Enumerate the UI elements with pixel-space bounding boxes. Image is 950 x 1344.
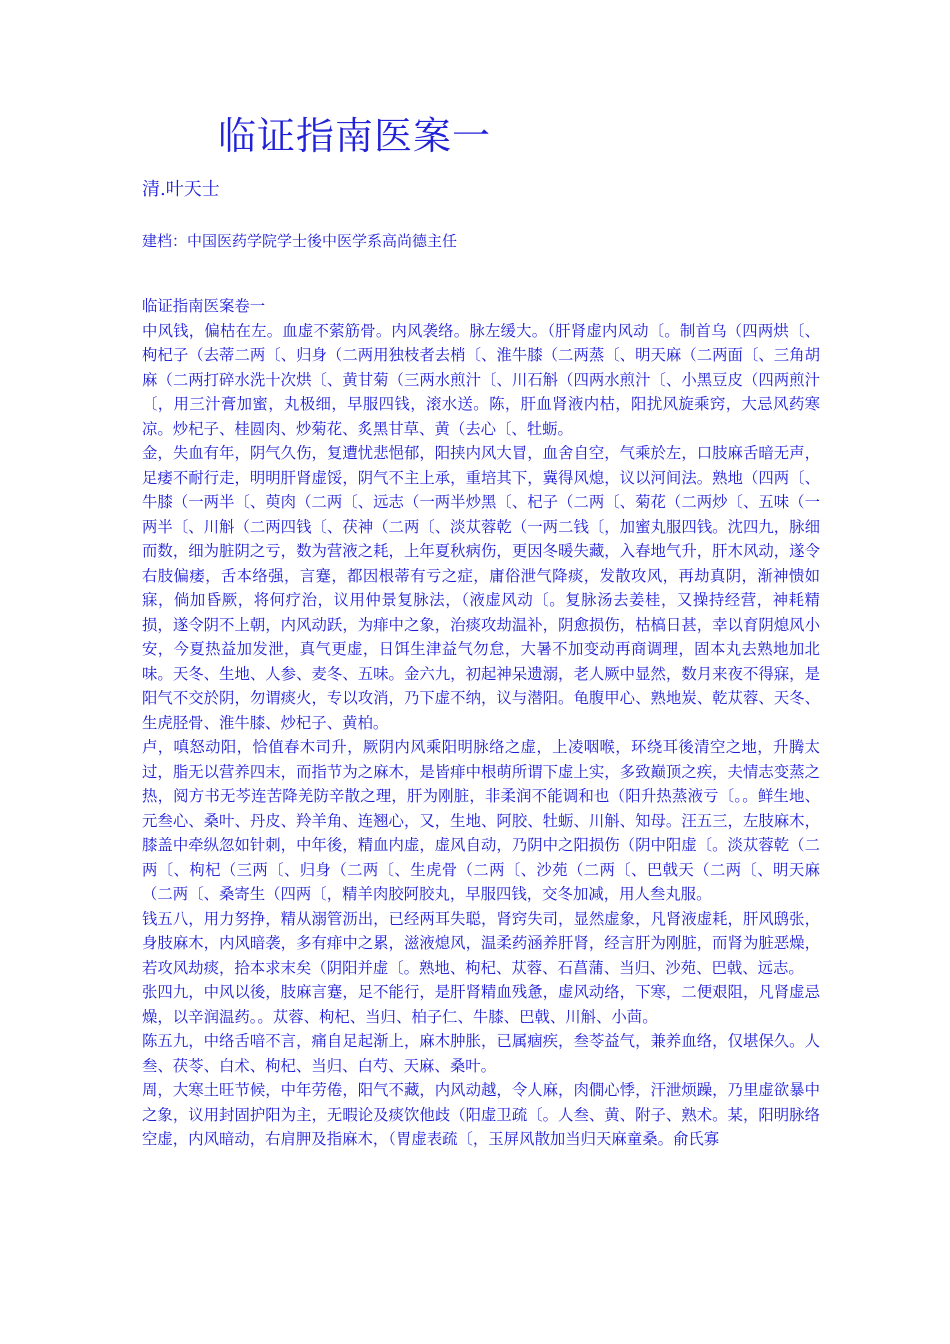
case-paragraph: 金，失血有年，阴气久伤，复遭忧悲悒郁，阳挟内风大冒，血舍自空，气乘於左，口肢麻舌暗无声，足痿不耐行走，明明肝肾虚馁，阴气不主上承，重培其下，冀得风熄，议以河间法。熟地（四两〔、牛膝（一两半〔、萸肉（二两〔、远志（一两半炒黑〔、杞子（二两〔、菊花（二两炒〔、五味（一两半〔、川斛（二两四钱〔、茯神（二两〔、淡苁蓉乾（一两二钱〔，加蜜丸服四钱。沈四九，脉细而数，细为脏阴之亏，数为营液之耗，上年夏秋病伤，更因冬暖失藏，入春地气升，肝木风动，遂令右肢偏痿，舌本络强，言蹇，都因根蒂有亏之症，庸俗泄气降痰，发散攻风，再劫真阴，渐神愦如寐，倘加昏厥，将何疗治，议用仲景复脉法，（液虚风动〔。复脉汤去姜桂，又操持经营，神耗精损，遂令阴不上朝，内风动跃，为痱中之象，治痰攻劫温补，阴愈损伤，枯槁日甚，幸以育阴熄风小安，今夏热益加发泄，真气更虚，日饵生津益气勿怠，大暑不加变动再商调理，固本丸去熟地加北味。天冬、生地、人参、麦冬、五味。金六九，初起神呆遗溺，老人厥中显然，数月来夜不得寐，是阳气不交於阴，勿谓痰火，专以攻消，乃下虚不纳，议与潜阳。龟腹甲心、熟地炭、乾苁蓉、天冬、生虎胫骨、淮牛膝、炒杞子、黄柏。 [142,444,820,732]
volume-heading: 临证指南医案卷一 [142,297,266,315]
case-paragraph: 周，大寒土旺节候，中年劳倦，阳气不藏，内风动越，令人麻，肉僩心悸，汗泄烦躁，乃里虚欲暴中之象，议用封固护阳为主，无暇论及痰饮他歧（阳虚卫疏〔。人叁、黄、附子、熟术。某，阳明脉络空虚，内风暗动，右肩胛及指麻木，（胃虚表疏〔，玉屏风散加当归天麻童桑。俞氏寡 [142,1081,820,1148]
document-body [142,294,820,1152]
case-paragraph: 陈五九，中络舌喑不言，痛自足起渐上，麻木肿胀，已属痼疾，叁苓益气，兼养血络，仅堪保久。人叁、茯苓、白术、枸杞、当归、白芍、天麻、桑叶。 [142,1032,820,1075]
case-paragraph: 中风钱，偏枯在左。血虚不萦筋骨。内风袭络。脉左缓大。（肝肾虚内风动〔。制首乌（四两烘〔、枸杞子（去蒂二两〔、归身（二两用独枝者去梢〔、淮牛膝（二两蒸〔、明天麻（二两面〔、三角胡麻（二两打碎水洗十次烘〔、黄甘菊（三两水煎汁〔、川石斛（四两水煎汁〔、小黑豆皮（四两煎汁〔，用三汁膏加蜜，丸极细，早服四钱，滚水送。陈，肝血肾液内枯，阳扰风旋乘窍，大忌风药寒凉。炒杞子、桂圆肉、炒菊花、炙黑甘草、黄（去心〔、牡蛎。 [142,321,820,438]
case-paragraph: 张四九，中风以後，肢麻言蹇，足不能行，是肝肾精血残惫，虚风动络，下寒，二便艰阻，凡肾虚忌燥，以辛润温药。。苁蓉、枸杞、当归、柏子仁、牛膝、巴戟、川斛、小茴。 [142,983,820,1026]
document-archive-note: 建档：中国医药学院学士後中医学系高尚德主任 [142,232,458,250]
case-paragraph: 钱五八，用力努挣，精从溺管沥出，已经两耳失聪，肾窍失司，显然虚象，凡肾液虚耗，肝风鸱张，身肢麻木，内风暗袭，多有痱中之累，滋液熄风，温柔药涵养肝肾，经言肝为刚脏，而肾为脏恶燥，若攻风劫痰，拾本求末矣（阴阳并虚〔。熟地、枸杞、苁蓉、石菖蒲、当归、沙苑、巴戟、远志。 [142,909,820,977]
case-paragraph: 卢，嗔怒动阳，恰值春木司升，厥阴内风乘阳明脉络之虚，上凌咽喉，环绕耳後清空之地，升腾太过，脂无以营养四末，而指节为之麻木，是皆痱中根萌所谓下虚上实，多致巅顶之疾，夫情志变蒸之热，阅方书无芩连苦降羌防辛散之理，肝为刚脏，非柔润不能调和也（阳升热蒸液亏〔。。鲜生地、元叁心、桑叶、丹皮、羚羊角、连翘心，又，生地、阿胶、牡蛎、川斛、知母。汪五三，左肢麻木，膝盖中牵纵忽如针刺，中年後，精血内虚，虚风自动，乃阴中之阳损伤（阴中阳虚〔。淡苁蓉乾（二两〔、枸杞（三两〔、归身（二两〔、生虎骨（二两〔、沙苑（二两〔、巴戟天（二两〔、明天麻（二两〔、桑寄生（四两〔，精羊肉胶阿胶丸，早服四钱，交冬加减，用人叁丸服。 [142,738,820,903]
document-author: 清.叶天士 [142,179,220,200]
document-title: 临证指南医案一 [218,114,492,158]
